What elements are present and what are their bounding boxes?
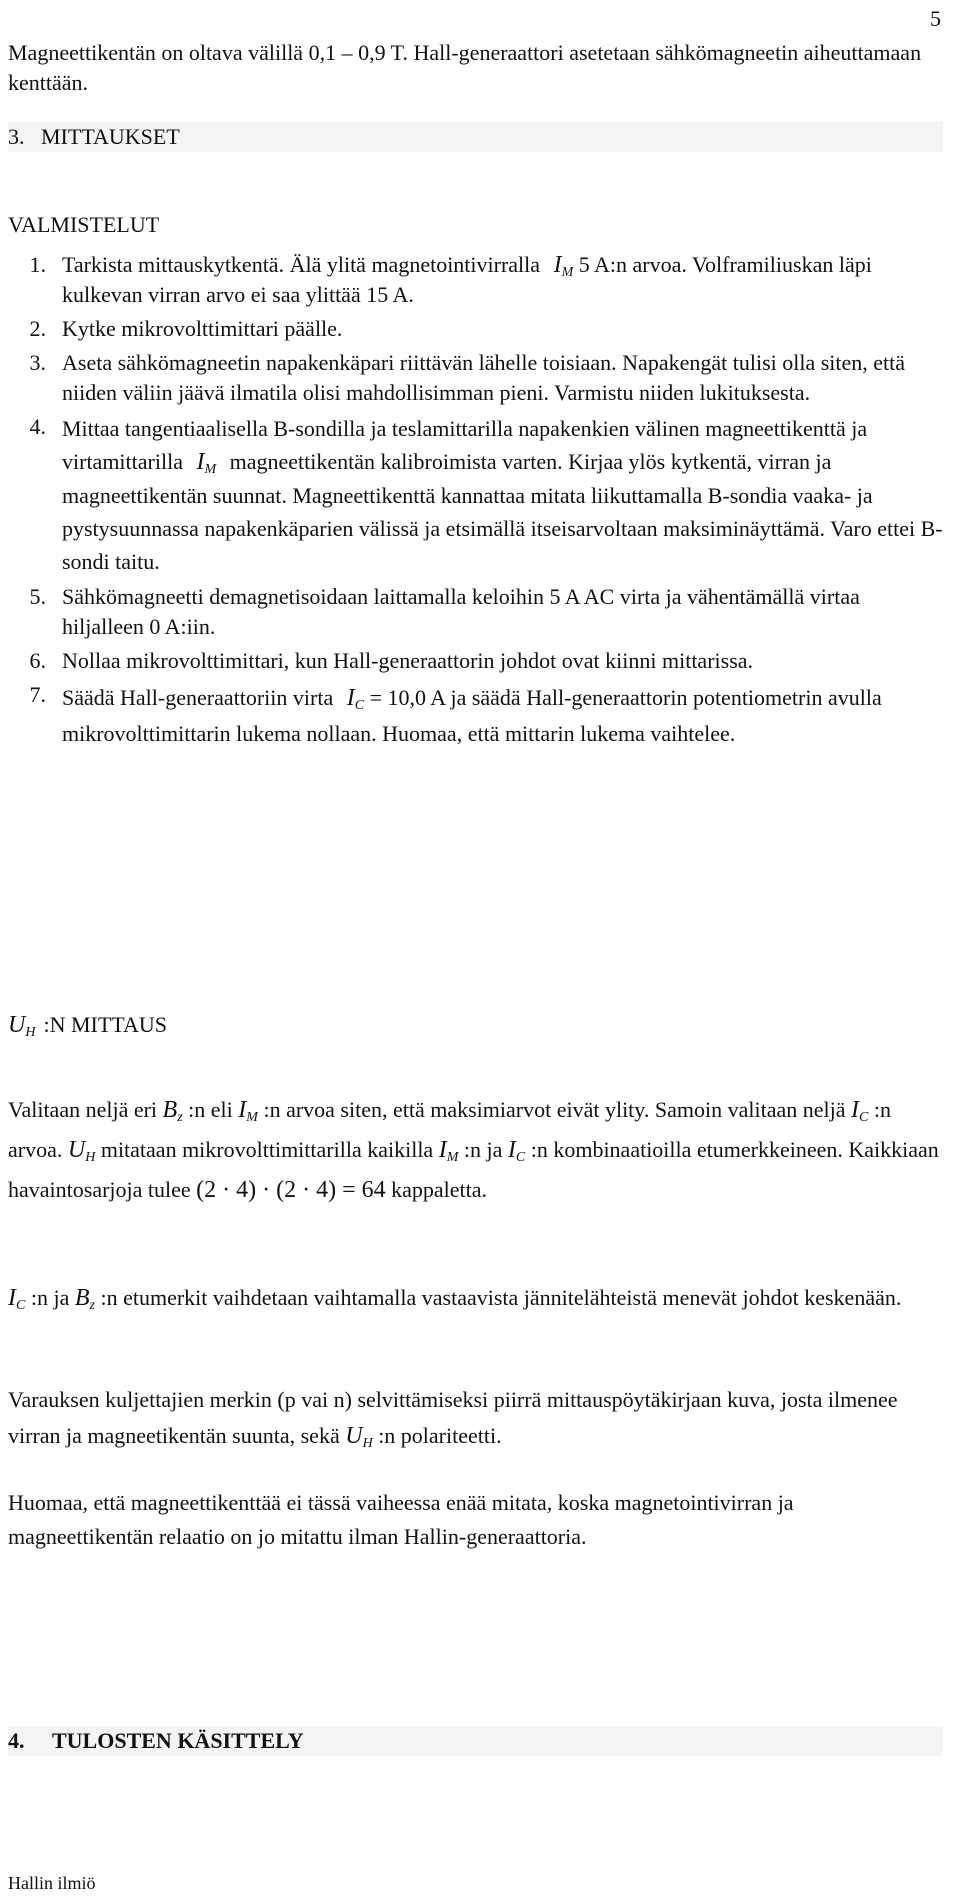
- page-number: 5: [930, 6, 941, 31]
- measurement-paragraph-2: [8, 1280, 943, 1316]
- intro-paragraph: Magneettikentän on oltava välillä 0,1 – 0,9 T. Hall-generaattori asetetaan sähkömagneetin aiheuttamaan kenttään.: [8, 40, 922, 95]
- para1-text-g: :n kombinaatioilla etumerkkeineen. Kaikkiaan havaintosarjoja tulee: [8, 1137, 939, 1202]
- combination-formula: (2 · 4) · (2 · 4) = 64: [196, 1177, 386, 1203]
- symbol-I: I: [346, 685, 355, 711]
- step-text: Nollaa mikrovolttimittari, kun Hall-generaattorin johdot ovat kiinni mittarissa.: [62, 648, 754, 673]
- step-number: 6.: [29, 648, 46, 673]
- symbol-U: U: [345, 1423, 363, 1449]
- para3-text-a: Varauksen kuljettajien merkin (p vai n) selvittämiseksi piirrä mittauspöytäkirjaan kuva, josta ilmenee virran ja magneetikentän suunta, sekä: [8, 1387, 898, 1448]
- page-footer: Hallin ilmiö: [8, 1873, 96, 1893]
- step-4-text-b: magneettikentän kalibroimista varten. Kirjaa ylös kytkentä, virran ja magneettikentän suunnat. Magneettikenttä kannattaa mitata liikuttamalla B-sondia vaaka- ja pystysuunnassa napakenkäparien välissä ja etsimällä itseisarvoltaan maksiminäyttämä. Varo ettei B-sondi taitu.: [62, 449, 943, 574]
- subscript-H: H: [85, 1150, 96, 1165]
- para3-text-b: :n polariteetti.: [378, 1423, 502, 1448]
- step-number: 2.: [29, 316, 46, 341]
- current-value: = 10,0: [369, 685, 426, 710]
- subscript-C: C: [515, 1150, 526, 1165]
- step-number: 3.: [29, 350, 46, 375]
- list-item: [8, 348, 943, 408]
- symbol-U: U: [8, 1012, 26, 1038]
- list-item: [8, 250, 943, 310]
- symbol-I: I: [850, 1097, 859, 1123]
- symbol-U: U: [67, 1137, 86, 1163]
- measurement-paragraph-4: Huomaa, että magneettikenttää ei tässä vaiheessa enää mitata, koska magnetointivirran ja magneettikentän relaatio on jo mitattu ilman Hallin-generaattoria.: [8, 1490, 794, 1549]
- para1-text-b: :n eli: [188, 1097, 233, 1122]
- step-4-text-a: Mittaa tangentiaalisella B-sondilla ja teslamittarilla napakenkien välinen magneettikenttä ja virtamittarilla: [62, 416, 868, 474]
- preparations-heading: VALMISTELUT: [8, 212, 160, 237]
- para1-text-c: :n arvoa siten, että maksimiarvot eivät ylity. Samoin valitaan neljä: [263, 1097, 846, 1122]
- symbol-B: B: [162, 1097, 178, 1123]
- subscript-z: z: [177, 1110, 183, 1125]
- list-item: [8, 680, 943, 752]
- subscript-C: C: [16, 1298, 26, 1313]
- step-text: Sähkömagneetti demagnetisoidaan laittamalla keloihin 5 A AC virta ja vähentämällä virtaa hiljalleen 0 A:iin.: [62, 584, 860, 639]
- step-text: [62, 680, 943, 752]
- subscript-C: C: [354, 698, 365, 713]
- step-number: 5.: [29, 584, 46, 609]
- document-page: [8, 0, 953, 1896]
- step-text: Aseta sähkömagneetin napakenkäpari riittävän lähelle toisiaan. Napakengät tulisi olla siten, että niiden väliin jäävä ilmatila olisi mahdollisimman pieni. Varmistu niiden lukituksesta.: [62, 350, 906, 405]
- para1-text-h: kappaletta.: [391, 1177, 488, 1202]
- subscript-M: M: [446, 1150, 459, 1165]
- subscript-z: z: [89, 1298, 95, 1313]
- subscript-M: M: [246, 1110, 258, 1125]
- subscript-C: C: [858, 1110, 869, 1125]
- subscript-H: H: [362, 1436, 373, 1451]
- subscript-M: M: [561, 265, 574, 280]
- step-text: [62, 412, 943, 578]
- step-number: 4.: [29, 414, 46, 439]
- uh-heading-text: :N MITTAUS: [43, 1012, 167, 1037]
- symbol-I: I: [438, 1137, 447, 1163]
- para1-text-d: :n arvoa.: [8, 1097, 891, 1162]
- symbol-I: I: [238, 1097, 247, 1123]
- symbol-I: I: [196, 449, 205, 475]
- section-4-heading: 4. TULOSTEN KÄSITTELY: [8, 1726, 943, 1756]
- step-text: [62, 250, 943, 310]
- list-item: [8, 582, 943, 642]
- symbol-I: I: [507, 1137, 516, 1163]
- measurement-paragraph-1: [8, 1090, 943, 1210]
- para1-text-f: :n ja: [463, 1137, 503, 1162]
- para1-text-e: mitataan mikrovolttimittarilla kaikilla: [100, 1137, 434, 1162]
- step-7-text-b: A ja säädä Hall-generaattorin potentiometrin avulla mikrovolttimittarin lukema nollaan. Huomaa, että mittarin lukema vaihtelee.: [62, 685, 882, 746]
- para2-text-a: :n ja: [30, 1285, 70, 1310]
- subscript-M: M: [204, 462, 217, 477]
- step-text: Kytke mikrovolttimittari päälle.: [62, 316, 343, 341]
- para2-text-b: :n etumerkit vaihdetaan vaihtamalla vastaavista jännitelähteistä menevät johdot keskenään.: [100, 1285, 902, 1310]
- preparation-steps-list: [8, 250, 943, 752]
- subscript-H: H: [25, 1025, 36, 1040]
- list-item: [8, 314, 943, 344]
- step-1-text-a: Tarkista mittauskytkentä. Älä ylitä magnetointivirralla: [62, 252, 541, 277]
- para1-text-a: Valitaan neljä eri: [8, 1097, 158, 1122]
- list-item: [8, 646, 943, 676]
- step-number: 1.: [29, 252, 46, 277]
- symbol-I: I: [553, 252, 562, 278]
- uh-measurement-heading: [8, 1010, 943, 1040]
- step-number: 7.: [29, 682, 46, 707]
- symbol-B: B: [74, 1285, 90, 1311]
- list-item: [8, 412, 943, 578]
- symbol-I: I: [8, 1285, 16, 1311]
- step-7-text-a: Säädä Hall-generaattoriin virta: [62, 685, 334, 710]
- measurement-paragraph-3: [8, 1382, 943, 1454]
- section-3-heading: 3. MITTAUKSET: [8, 122, 943, 152]
- step-1-text-b: 5 A:n arvoa. Volframiliuskan läpi kulkevan virran arvo ei saa ylittää 15 A.: [62, 252, 872, 307]
